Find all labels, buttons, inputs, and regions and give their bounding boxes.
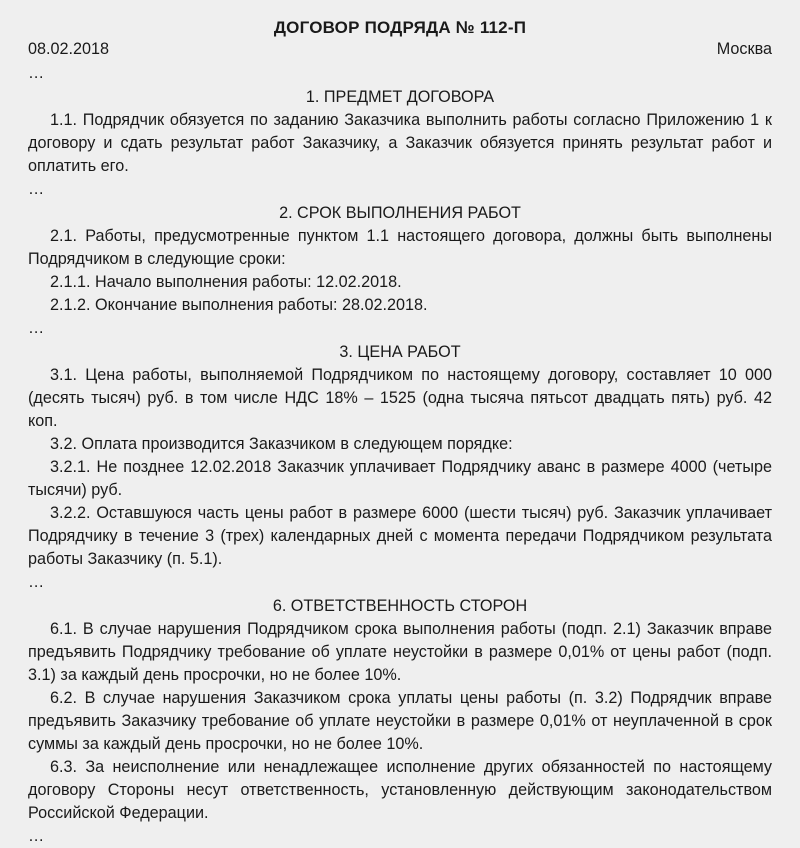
section-liability [28, 595, 772, 825]
clause-3-2: 3.2. Оплата производится Заказчиком в следующем порядке: [50, 435, 513, 453]
clause-6-2: 6.2. В случае нарушения Заказчиком срока уплаты цены работы (п. 3.2) Подрядчик вправе предъявить Заказчику требование об уплате неустойки в размере 0,01% от неуплаченной в срок суммы за каждый день просрочки, но не более 10%. [28, 689, 772, 753]
clause-3-1: 3.1. Цена работы, выполняемой Подрядчиком по настоящему договору, составляет 10 000 (десять тысяч) руб. в том числе НДС 18% – 1525 (одна тысяча пятьсот двадцать пять) руб. 42 коп. [28, 366, 772, 430]
omission-mark: … [28, 573, 45, 591]
section-price [28, 341, 772, 571]
contract-city: Москва [716, 40, 772, 58]
clause-2-1-2: 2.1.2. Окончание выполнения работы: 28.02.2018. [50, 296, 428, 314]
clause-2-1: 2.1. Работы, предусмотренные пунктом 1.1 настоящего договора, должны быть выполнены Подрядчиком в следующие сроки: [28, 227, 772, 268]
clause-3-2-1: 3.2.1. Не позднее 12.02.2018 Заказчик уплачивает Подрядчику аванс в размере 4000 (четыре тысячи) руб. [28, 458, 772, 499]
section-heading: 6. ОТВЕТСТВЕННОСТЬ СТОРОН [272, 597, 528, 615]
clause-1-1: 1.1. Подрядчик обязуется по заданию Заказчика выполнить работы согласно Приложению 1 к договору и сдать результат работ Заказчику, а Заказчик обязуется принять результат работ и оплатить его. [28, 111, 772, 175]
omission-mark: … [28, 827, 45, 845]
omission-mark: … [28, 64, 45, 82]
contract-date: 08.02.2018 [28, 40, 110, 58]
section-term [28, 202, 772, 317]
section-heading: 3. ЦЕНА РАБОТ [339, 343, 461, 361]
clause-6-1: 6.1. В случае нарушения Подрядчиком срока выполнения работы (подп. 2.1) Заказчик вправе предъявить Подрядчику требование об уплате неустойки в размере 0,01% от цены работ (подп. 3.1) за каждый день просрочки, но не более 10%. [28, 620, 772, 684]
document-body [28, 62, 772, 848]
omission-mark: … [28, 180, 45, 198]
clause-3-2-2: 3.2.2. Оставшуюся часть цены работ в размере 6000 (шести тысяч) руб. Заказчик уплачивает Подрядчику в течение 3 (трех) календарных дней с момента передачи Подрядчиком результата работы Заказчику (п. 5.1). [28, 504, 772, 568]
section-subject [28, 86, 772, 178]
clause-6-3: 6.3. За неисполнение или ненадлежащее исполнение других обязанностей по настоящему договору Стороны несут ответственность, установленную действующим законодательством Российской Федерации. [28, 758, 772, 822]
clause-2-1-1: 2.1.1. Начало выполнения работы: 12.02.2018. [50, 273, 402, 291]
omission-mark: … [28, 319, 45, 337]
document-meta [28, 40, 772, 62]
section-heading: 1. ПРЕДМЕТ ДОГОВОРА [305, 88, 495, 106]
section-heading: 2. СРОК ВЫПОЛНЕНИЯ РАБОТ [279, 204, 521, 222]
document-title: ДОГОВОР ПОДРЯДА № 112-П [273, 18, 527, 37]
